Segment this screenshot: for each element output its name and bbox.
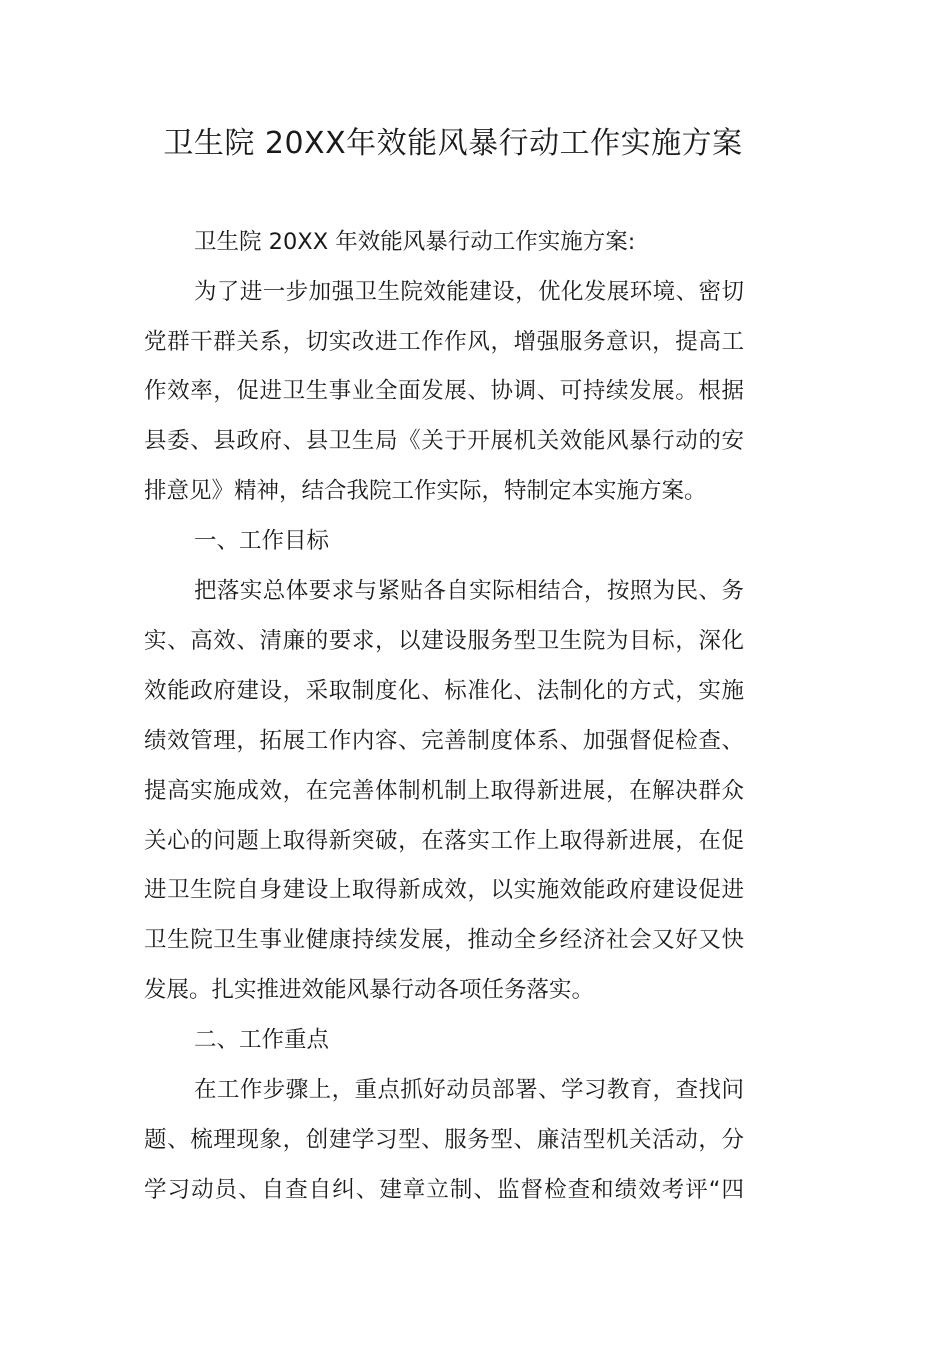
goals-line: 绩效管理，拓展工作内容、完善制度体系、加强督促检查、	[144, 728, 744, 754]
focus-line: 题、梳理现象，创建学习型、服务型、廉洁型机关活动，分	[144, 1127, 744, 1153]
intro-line: 为了进一步加强卫生院效能建设，优化发展环境、密切	[194, 279, 744, 305]
section-heading-focus: 二、工作重点	[194, 1027, 330, 1053]
focus-line: 学习动员、自查自纠、建章立制、监督检查和绩效考评“四	[144, 1177, 744, 1203]
goals-line: 关心的问题上取得新突破，在落实工作上取得新进展，在促	[144, 828, 744, 854]
goals-line: 效能政府建设，采取制度化、标准化、法制化的方式，实施	[144, 678, 744, 704]
goals-line: 发展。扎实推进效能风暴行动各项任务落实。	[144, 977, 595, 1003]
goals-line: 提高实施成效，在完善体制机制上取得新进展，在解决群众	[144, 778, 744, 804]
intro-line: 党群干群关系，切实改进工作作风，增强服务意识，提高工	[144, 329, 744, 355]
goals-line: 卫生院卫生事业健康持续发展，推动全乡经济社会又好又快	[144, 927, 744, 953]
intro-line: 排意见》精神，结合我院工作实际，特制定本实施方案。	[144, 478, 707, 504]
document-title: 卫生院 20XX年效能风暴行动工作实施方案	[163, 126, 743, 161]
document-subtitle: 卫生院 20XX 年效能风暴行动工作实施方案:	[194, 229, 636, 255]
goals-line: 把落实总体要求与紧贴各自实际相结合，按照为民、务	[194, 578, 744, 604]
goals-line: 实、高效、清廉的要求，以建设服务型卫生院为目标，深化	[144, 628, 744, 654]
goals-line: 进卫生院自身建设上取得新成效，以实施效能政府建设促进	[144, 877, 744, 903]
focus-line: 在工作步骤上，重点抓好动员部署、学习教育，查找问	[194, 1077, 744, 1103]
intro-line: 县委、县政府、县卫生局《关于开展机关效能风暴行动的安	[144, 428, 744, 454]
intro-line: 作效率，促进卫生事业全面发展、协调、可持续发展。根据	[144, 378, 744, 404]
section-heading-goals: 一、工作目标	[194, 528, 330, 554]
